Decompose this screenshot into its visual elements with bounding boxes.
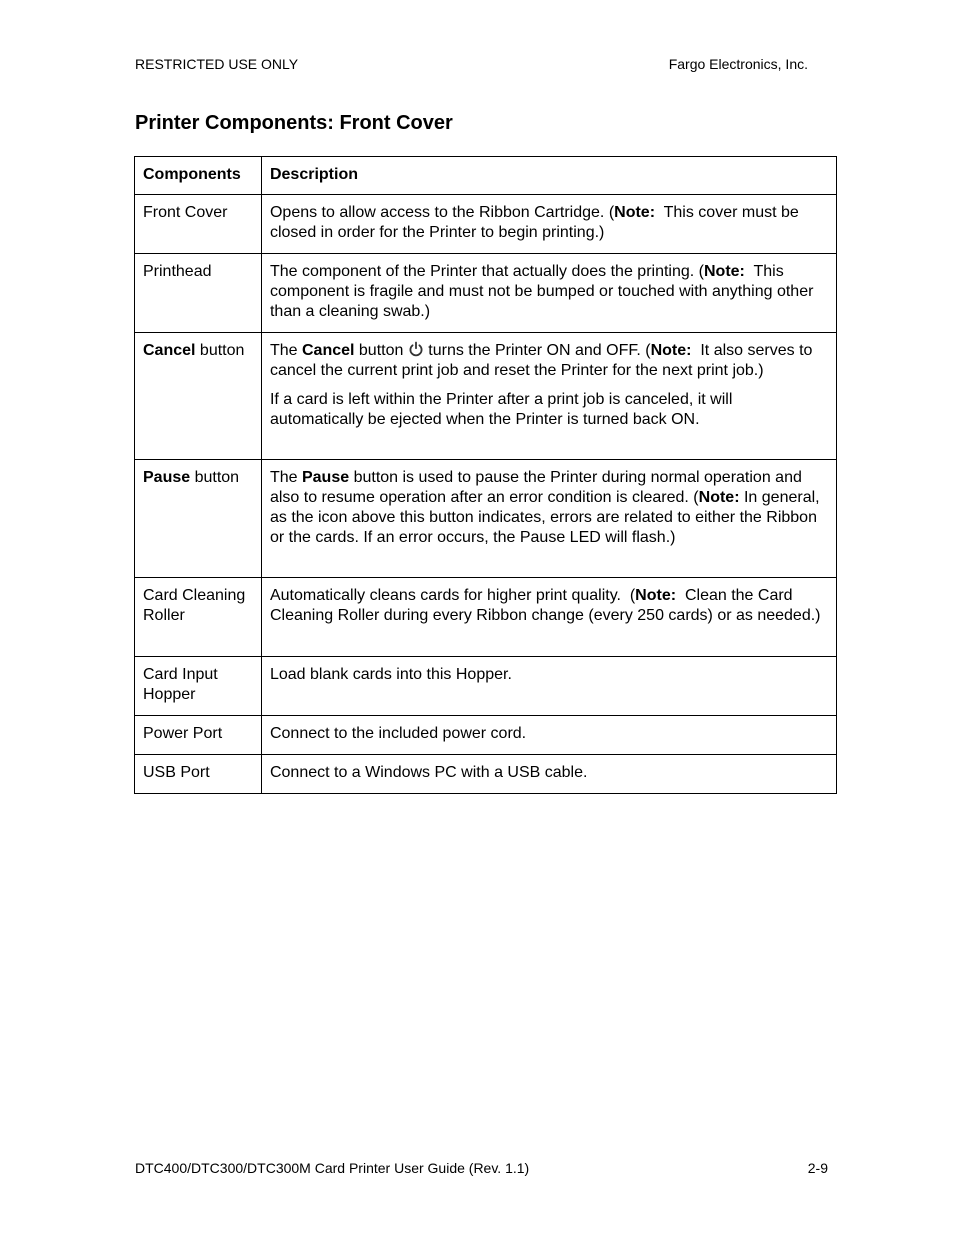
description-text: Automatically cleans cards for higher print quality. ( [269, 587, 636, 604]
component-name-rest: button [195, 342, 245, 359]
component-description [261, 578, 836, 657]
component-description: Connect to the included power cord. [261, 716, 836, 755]
component-name-rest: button [190, 469, 240, 486]
component-name-bold: Cancel [143, 342, 196, 359]
component-name: USB Port [135, 755, 262, 794]
table-row [135, 755, 837, 794]
table-row [135, 657, 837, 716]
component-description [261, 460, 836, 578]
table-row [135, 195, 837, 254]
header-company-name: Fargo Electronics, Inc. [668, 56, 808, 72]
description-text: Clean the Card Cleaning Roller during every Ribbon change (every 250 cards) or as needed.) [269, 587, 821, 624]
note-label: Note: [704, 263, 745, 280]
footer-page-number: 2-9 [807, 1160, 828, 1176]
note-label: Note: [650, 342, 692, 359]
component-description [261, 333, 836, 460]
component-description [261, 254, 836, 333]
description-text: In general, as the icon above this button indicates, errors are related to either the Ribbon or the cards. If an error occurs, the Pause LED will flash.) [269, 489, 825, 546]
component-name: Card Input Hopper [135, 657, 262, 716]
table-row [135, 333, 837, 460]
footer-document-title: DTC400/DTC300/DTC300M Card Printer User Guide (Rev. 1.1) [135, 1160, 530, 1176]
table-row [135, 578, 837, 657]
component-description: Load blank cards into this Hopper. [261, 657, 836, 716]
component-name: Card Cleaning Roller [135, 578, 262, 657]
description-text: This component is fragile and must not be bumped or touched with anything other than a cleaning swab.) [269, 263, 818, 320]
description-text: It also serves to cancel the current print job and reset the Printer for the next print job.) [269, 342, 817, 379]
description-text: turns the Printer ON and OFF. ( [423, 342, 651, 359]
component-description [261, 195, 836, 254]
table-row [135, 460, 837, 578]
component-name: Front Cover [135, 195, 262, 254]
table-header-row [135, 157, 837, 195]
page-title: Printer Components: Front Cover [135, 112, 453, 134]
description-text: The component of the Printer that actually does the printing. ( [269, 263, 704, 280]
note-label: Note: [614, 204, 656, 221]
component-name: Printhead [135, 254, 262, 333]
table-row [135, 716, 837, 755]
description-text: The [269, 469, 302, 486]
pause-label: Pause [301, 469, 350, 486]
description-text: button is used to pause the Printer during normal operation and also to resume operation after an error condition is cleared. ( [269, 469, 802, 506]
column-header-description: Description [261, 157, 836, 195]
note-label: Note: [698, 489, 740, 506]
description-text: Opens to allow access to the Ribbon Cartridge. ( [269, 204, 615, 221]
description-text: button [354, 342, 408, 359]
cancel-label: Cancel [301, 342, 355, 359]
component-description: Connect to a Windows PC with a USB cable. [261, 755, 836, 794]
description-paragraph [270, 341, 829, 381]
component-name [135, 333, 262, 460]
component-name [135, 460, 262, 578]
description-text: This cover must be closed in order for the Printer to begin printing.) [269, 204, 804, 241]
header-restricted-notice: RESTRICTED USE ONLY [135, 56, 299, 72]
table-row [135, 254, 837, 333]
column-header-components: Components [135, 157, 262, 195]
component-name: Power Port [135, 716, 262, 755]
description-paragraph: If a card is left within the Printer after a print job is canceled, it will automatically be ejected when the Printer is turned back ON. [269, 391, 733, 428]
components-table [134, 156, 837, 794]
note-label: Note: [635, 587, 677, 604]
power-icon [408, 341, 424, 357]
component-name-bold: Pause [143, 469, 191, 486]
description-text: The [269, 342, 302, 359]
